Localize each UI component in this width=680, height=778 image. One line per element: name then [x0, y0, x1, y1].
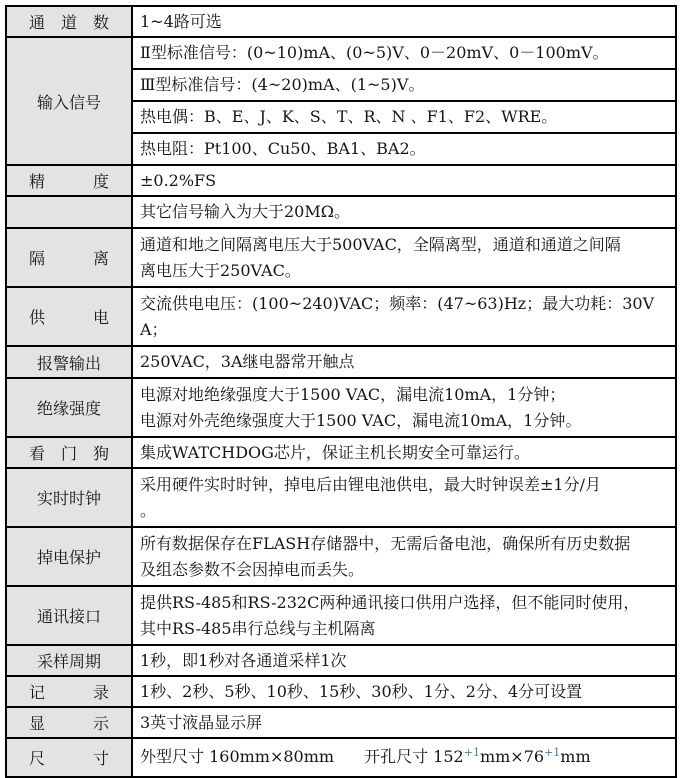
row-watchdog — [6, 437, 676, 468]
record-text: 1秒、2秒、5秒、10秒、15秒、30秒、1分、2分、4分可设置 — [140, 681, 583, 701]
isolation-line-2: 离电压大于250VAC。 — [140, 260, 301, 280]
insulation-line-2: 电源对外壳绝缘强度大于1500 VAC，漏电流10mA，1分钟。 — [140, 410, 582, 430]
row-dimensions — [6, 738, 676, 777]
other-input-label — [6, 196, 132, 228]
alarm-output-value — [132, 346, 676, 378]
dimensions-value — [132, 738, 676, 777]
power-fail-line-1: 所有数据保存在FLASH存储器中，无需后备电池，确保所有历史数据 — [140, 533, 631, 553]
row-channel-count — [6, 6, 676, 37]
accuracy-label: 精 度 — [6, 165, 132, 196]
isolation-line-1: 通道和地之间隔离电压大于500VAC，全隔离型，通道和通道之间隔 — [140, 234, 621, 254]
other-input-text: 其它信号输入为大于20MΩ。 — [140, 202, 351, 221]
rtc-label: 实时时钟 — [6, 468, 132, 527]
row-accuracy — [6, 165, 676, 196]
power-supply-line-1: 交流供电电压：(100~240)VAC；频率：(47~63)Hz；最大功耗：30V — [140, 293, 655, 313]
insulation-label: 绝缘强度 — [6, 378, 132, 437]
power-fail-label: 掉电保护 — [6, 527, 132, 586]
thermocouple-value — [132, 101, 676, 133]
row-record — [6, 676, 676, 707]
input-signal-type3-value — [132, 69, 676, 101]
input-signal-type2-value — [132, 37, 676, 69]
row-isolation — [6, 228, 676, 287]
alarm-output-label: 报警输出 — [6, 346, 132, 378]
tolerance-superscript-2: +1 — [544, 745, 561, 759]
dimensions-label: 尺 寸 — [6, 738, 132, 777]
insulation-value — [132, 378, 676, 437]
row-insulation — [6, 378, 676, 437]
row-power-supply — [6, 287, 676, 346]
isolation-value — [132, 228, 676, 287]
input-signal-type2-text: Ⅱ型标准信号：(0~10)mA、(0~5)V、0－20mV、0－100mV。 — [140, 43, 609, 62]
rtc-line-2: 。 — [140, 500, 157, 520]
input-signal-label: 输入信号 — [6, 37, 132, 165]
rtc-value — [132, 468, 676, 527]
power-supply-label: 供 电 — [6, 287, 132, 346]
comm-interface-line-2: 其中RS-485串行总线与主机隔离 — [140, 618, 376, 638]
outline-size: 外型尺寸 160mm×80mm — [140, 746, 335, 766]
accuracy-text: ±0.2%FS — [140, 170, 217, 190]
comm-interface-value — [132, 586, 676, 645]
rtd-text: 热电阻：Pt100、Cu50、BA1、BA2。 — [140, 139, 426, 158]
record-value — [132, 676, 676, 707]
power-fail-value — [132, 527, 676, 586]
row-display — [6, 707, 676, 738]
watchdog-label: 看 门 狗 — [6, 437, 132, 468]
watchdog-text: 集成WATCHDOG芯片，保证主机长期安全可靠运行。 — [140, 442, 530, 462]
tolerance-superscript-1: +1 — [463, 745, 480, 759]
channel-count-value — [132, 6, 676, 37]
watchdog-value — [132, 437, 676, 468]
sampling-label: 采样周期 — [6, 645, 132, 676]
channel-count-label: 通 道 数 — [6, 6, 132, 37]
row-comm-interface — [6, 586, 676, 645]
display-text: 3英寸液晶显示屏 — [140, 712, 263, 732]
row-input-signal-type2 — [6, 37, 676, 69]
thermocouple-text: 热电偶：B、E、J、K、S、T、R、N 、F1、F2、WRE。 — [140, 107, 558, 126]
dimensions-text — [140, 747, 591, 766]
cutout-size-prefix: 开孔尺寸 152 — [364, 746, 464, 766]
power-fail-line-2: 及组态参数不会因掉电而丢失。 — [140, 559, 365, 579]
alarm-output-text: 250VAC，3A继电器常开触点 — [140, 352, 355, 371]
channel-count-text: 1~4路可选 — [140, 11, 222, 31]
row-power-fail — [6, 527, 676, 586]
row-rtc — [6, 468, 676, 527]
row-alarm-output — [6, 346, 676, 378]
record-label: 记 录 — [6, 676, 132, 707]
other-input-value — [132, 196, 676, 228]
power-supply-line-2: A； — [140, 319, 168, 339]
power-supply-value — [132, 287, 676, 346]
comm-interface-line-1: 提供RS-485和RS-232C两种通讯接口供用户选择，但不能同时使用， — [140, 592, 640, 612]
display-value — [132, 707, 676, 738]
rtc-line-1: 采用硬件实时时钟，掉电后由锂电池供电，最大时钟误差±1分/月 — [140, 474, 601, 494]
cutout-size-suffix: mm — [560, 746, 591, 766]
cutout-size-mid: mm×76 — [479, 746, 545, 766]
isolation-label: 隔 离 — [6, 228, 132, 287]
comm-interface-label: 通讯接口 — [6, 586, 132, 645]
row-sampling — [6, 645, 676, 676]
insulation-line-1: 电源对地绝缘强度大于1500 VAC，漏电流10mA，1分钟； — [140, 384, 566, 404]
row-other-input — [6, 196, 676, 228]
accuracy-value — [132, 165, 676, 196]
spec-table — [5, 5, 677, 778]
sampling-value — [132, 645, 676, 676]
display-label: 显 示 — [6, 707, 132, 738]
sampling-text: 1秒，即1秒对各通道采样1次 — [140, 650, 347, 670]
input-signal-type3-text: Ⅲ型标准信号：(4~20)mA、(1~5)V。 — [140, 75, 425, 94]
rtd-value — [132, 133, 676, 165]
